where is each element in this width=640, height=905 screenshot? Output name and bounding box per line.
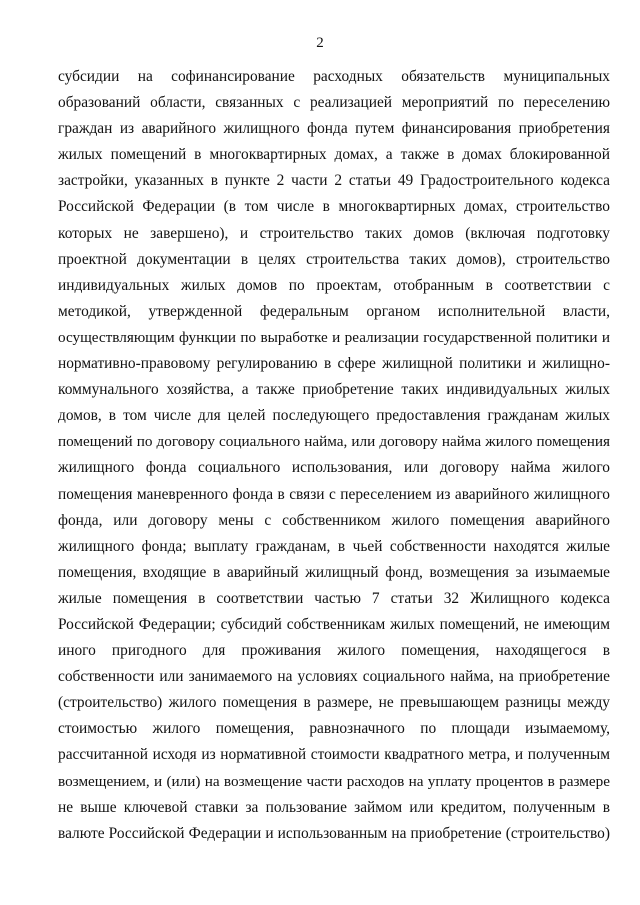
text-line: не выше ключевой ставки за пользование займом или кредитом, полученным в bbox=[58, 798, 610, 816]
body-text bbox=[58, 68, 610, 851]
text-line: жилищного фонда; выплату гражданам, в чьей собственности находятся жилые bbox=[58, 537, 610, 555]
text-line: субсидии на софинансирование расходных обязательств муниципальных bbox=[58, 68, 610, 85]
text-line: застройки, указанных в пункте 2 части 2 статьи 49 Градостроительного кодекса bbox=[58, 172, 610, 190]
page-number: 2 bbox=[316, 35, 324, 51]
text-line: Российской Федерации (в том числе в многоквартирных домах, строительство bbox=[58, 198, 610, 216]
text-line: коммунального хозяйства, а также приобретение таких индивидуальных жилых bbox=[58, 381, 610, 399]
text-line: собственности или занимаемого на условиях социального найма, на приобретение bbox=[58, 668, 610, 686]
text-line: фонда, или договору мены с собственником жилого помещения аварийного bbox=[58, 511, 610, 529]
text-line: осуществляющим функции по выработке и реализации государственной политики и bbox=[58, 328, 610, 346]
text-line: жилых помещений в многоквартирных домах, а также в домах блокированной bbox=[58, 146, 610, 164]
text-line: граждан из аварийного жилищного фонда путем финансирования приобретения bbox=[58, 120, 610, 138]
text-line: возмещением, и (или) на возмещение части расходов на уплату процентов в размере bbox=[58, 772, 610, 790]
text-line: индивидуальных жилых домов по проектам, отобранным в соответствии с bbox=[58, 276, 610, 294]
text-line: иного пригодного для проживания жилого помещения, находящегося в bbox=[58, 642, 610, 660]
text-line: Российской Федерации; субсидий собственникам жилых помещений, не имеющим bbox=[58, 615, 610, 633]
text-line: (строительство) жилого помещения в размере, не превышающем разницы между bbox=[58, 694, 610, 712]
text-line: помещений по договору социального найма, или договору найма жилого помещения bbox=[58, 433, 610, 451]
text-line: рассчитанной исходя из нормативной стоимости квадратного метра, и полученным bbox=[58, 746, 610, 764]
text-line: валюте Российской Федерации и использованным на приобретение (строительство) bbox=[58, 824, 610, 842]
text-line: методикой, утвержденной федеральным органом исполнительной власти, bbox=[58, 302, 610, 320]
text-line: домов, в том числе для целей последующего предоставления гражданам жилых bbox=[58, 407, 610, 425]
text-line: жилищного фонда социального использования, или договору найма жилого bbox=[58, 459, 610, 477]
text-line: жилые помещения в соответствии частью 7 статьи 32 Жилищного кодекса bbox=[58, 589, 610, 607]
text-line: проектной документации в целях строительства таких домов), строительство bbox=[58, 250, 610, 268]
text-line: помещения, входящие в аварийный жилищный фонд, возмещения за изымаемые bbox=[58, 563, 610, 581]
text-line: стоимостью жилого помещения, равнозначного по площади изымаемому, bbox=[58, 720, 610, 738]
text-line: которых не завершено), и строительство таких домов (включая подготовку bbox=[58, 224, 610, 242]
text-line: помещения маневренного фонда в связи с переселением из аварийного жилищного bbox=[58, 485, 610, 503]
text-line: нормативно-правовому регулированию в сфере жилищной политики и жилищно- bbox=[58, 355, 610, 373]
text-line: образований области, связанных с реализацией мероприятий по переселению bbox=[58, 94, 610, 112]
